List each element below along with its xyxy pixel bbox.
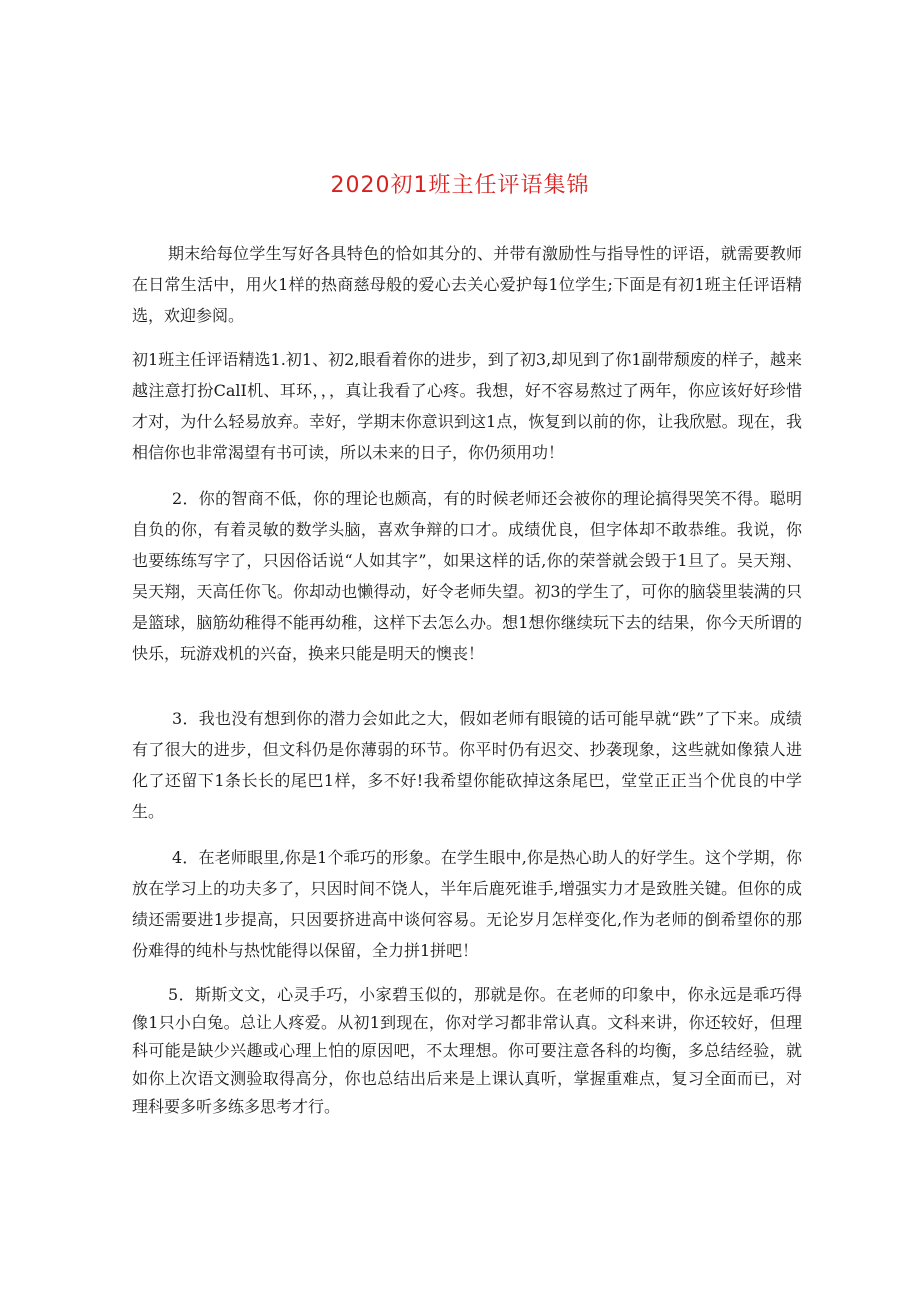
document-title: 2020初1班主任评语集锦 [330, 173, 590, 198]
comment-paragraph-4: 4．在老师眼里,你是1个乖巧的形象。在学生眼中,你是热心助人的好学生。这个学期，你放在学习上的功夫多了，只因时间不饶人，半年后鹿死谁手,增强实力才是致胜关键。但你的成绩还需要进1步提高，只因要挤进高中谈何容易。无论岁月怎样变化,作为老师的倒希望你的那份难得的纯朴与热忱能得以保留，全力拼1拼吧！ [132, 848, 802, 960]
comment-paragraph-2: 2．你的智商不低，你的理论也颇高，有的时候老师还会被你的理论搞得哭笑不得。聪明自负的你，有着灵敏的数学头脑，喜欢争辩的口才。成绩优良，但字体却不敢恭维。我说，你也要练练写字了，只因俗话说“人如其字”，如果这样的话,你的荣誉就会毁于1旦了。吴天翔、吴天翔，天高任你飞。你却动也懒得动，好令老师失望。初3的学生了，可你的脑袋里装满的只是篮球，脑筋幼稚得不能再幼稚，这样下去怎么办。想1想你继续玩下去的结果，你今天所谓的快乐，玩游戏机的兴奋，换来只能是明天的懊丧！ [132, 489, 802, 663]
comment-paragraph-1: 初1班主任评语精选1.初1、初2,眼看着你的进步，到了初3,却见到了你1副带颓废的样子，越来越注意打扮CalI机、耳环，，，真让我看了心疼。我想，好不容易熬过了两年，你应该好好珍惜才对，为什么轻易放弃。幸好，学期末你意识到这1点，恢复到以前的你，让我欣慰。现在，我相信你也非常渴望有书可读，所以未来的日子，你仍须用功！ [132, 350, 802, 462]
comment-paragraph-3: 3．我也没有想到你的潜力会如此之大，假如老师有眼镜的话可能早就“跌”了下来。成绩有了很大的进步，但文科仍是你薄弱的环节。你平时仍有迟交、抄袭现象，这些就如像猿人进化了还留下1条长长的尾巴1样，多不好!我希望你能砍掉这条尾巴，堂堂正正当个优良的中学生。 [132, 709, 802, 821]
comment-paragraph-5: 5．斯斯文文，心灵手巧，小家碧玉似的，那就是你。在老师的印象中，你永远是乖巧得像1只小白兔。总让人疼爱。从初1到现在，你对学习都非常认真。文科来讲，你还较好，但理科可能是缺少兴趣或心理上怕的原因吧，不太理想。你可要注意各科的均衡，多总结经验，就如你上次语文测验取得高分，你也总结出后来是上课认真听，掌握重难点，复习全面而已，对理科要多听多练多思考才行。 [132, 985, 802, 1116]
intro-paragraph: 期末给每位学生写好各具特色的恰如其分的、并带有激励性与指导性的评语，就需要教师在日常生活中，用火1样的热商慈母般的爱心去关心爱护每1位学生;下面是有初1班主任评语精选，欢迎参阅。 [132, 244, 802, 325]
